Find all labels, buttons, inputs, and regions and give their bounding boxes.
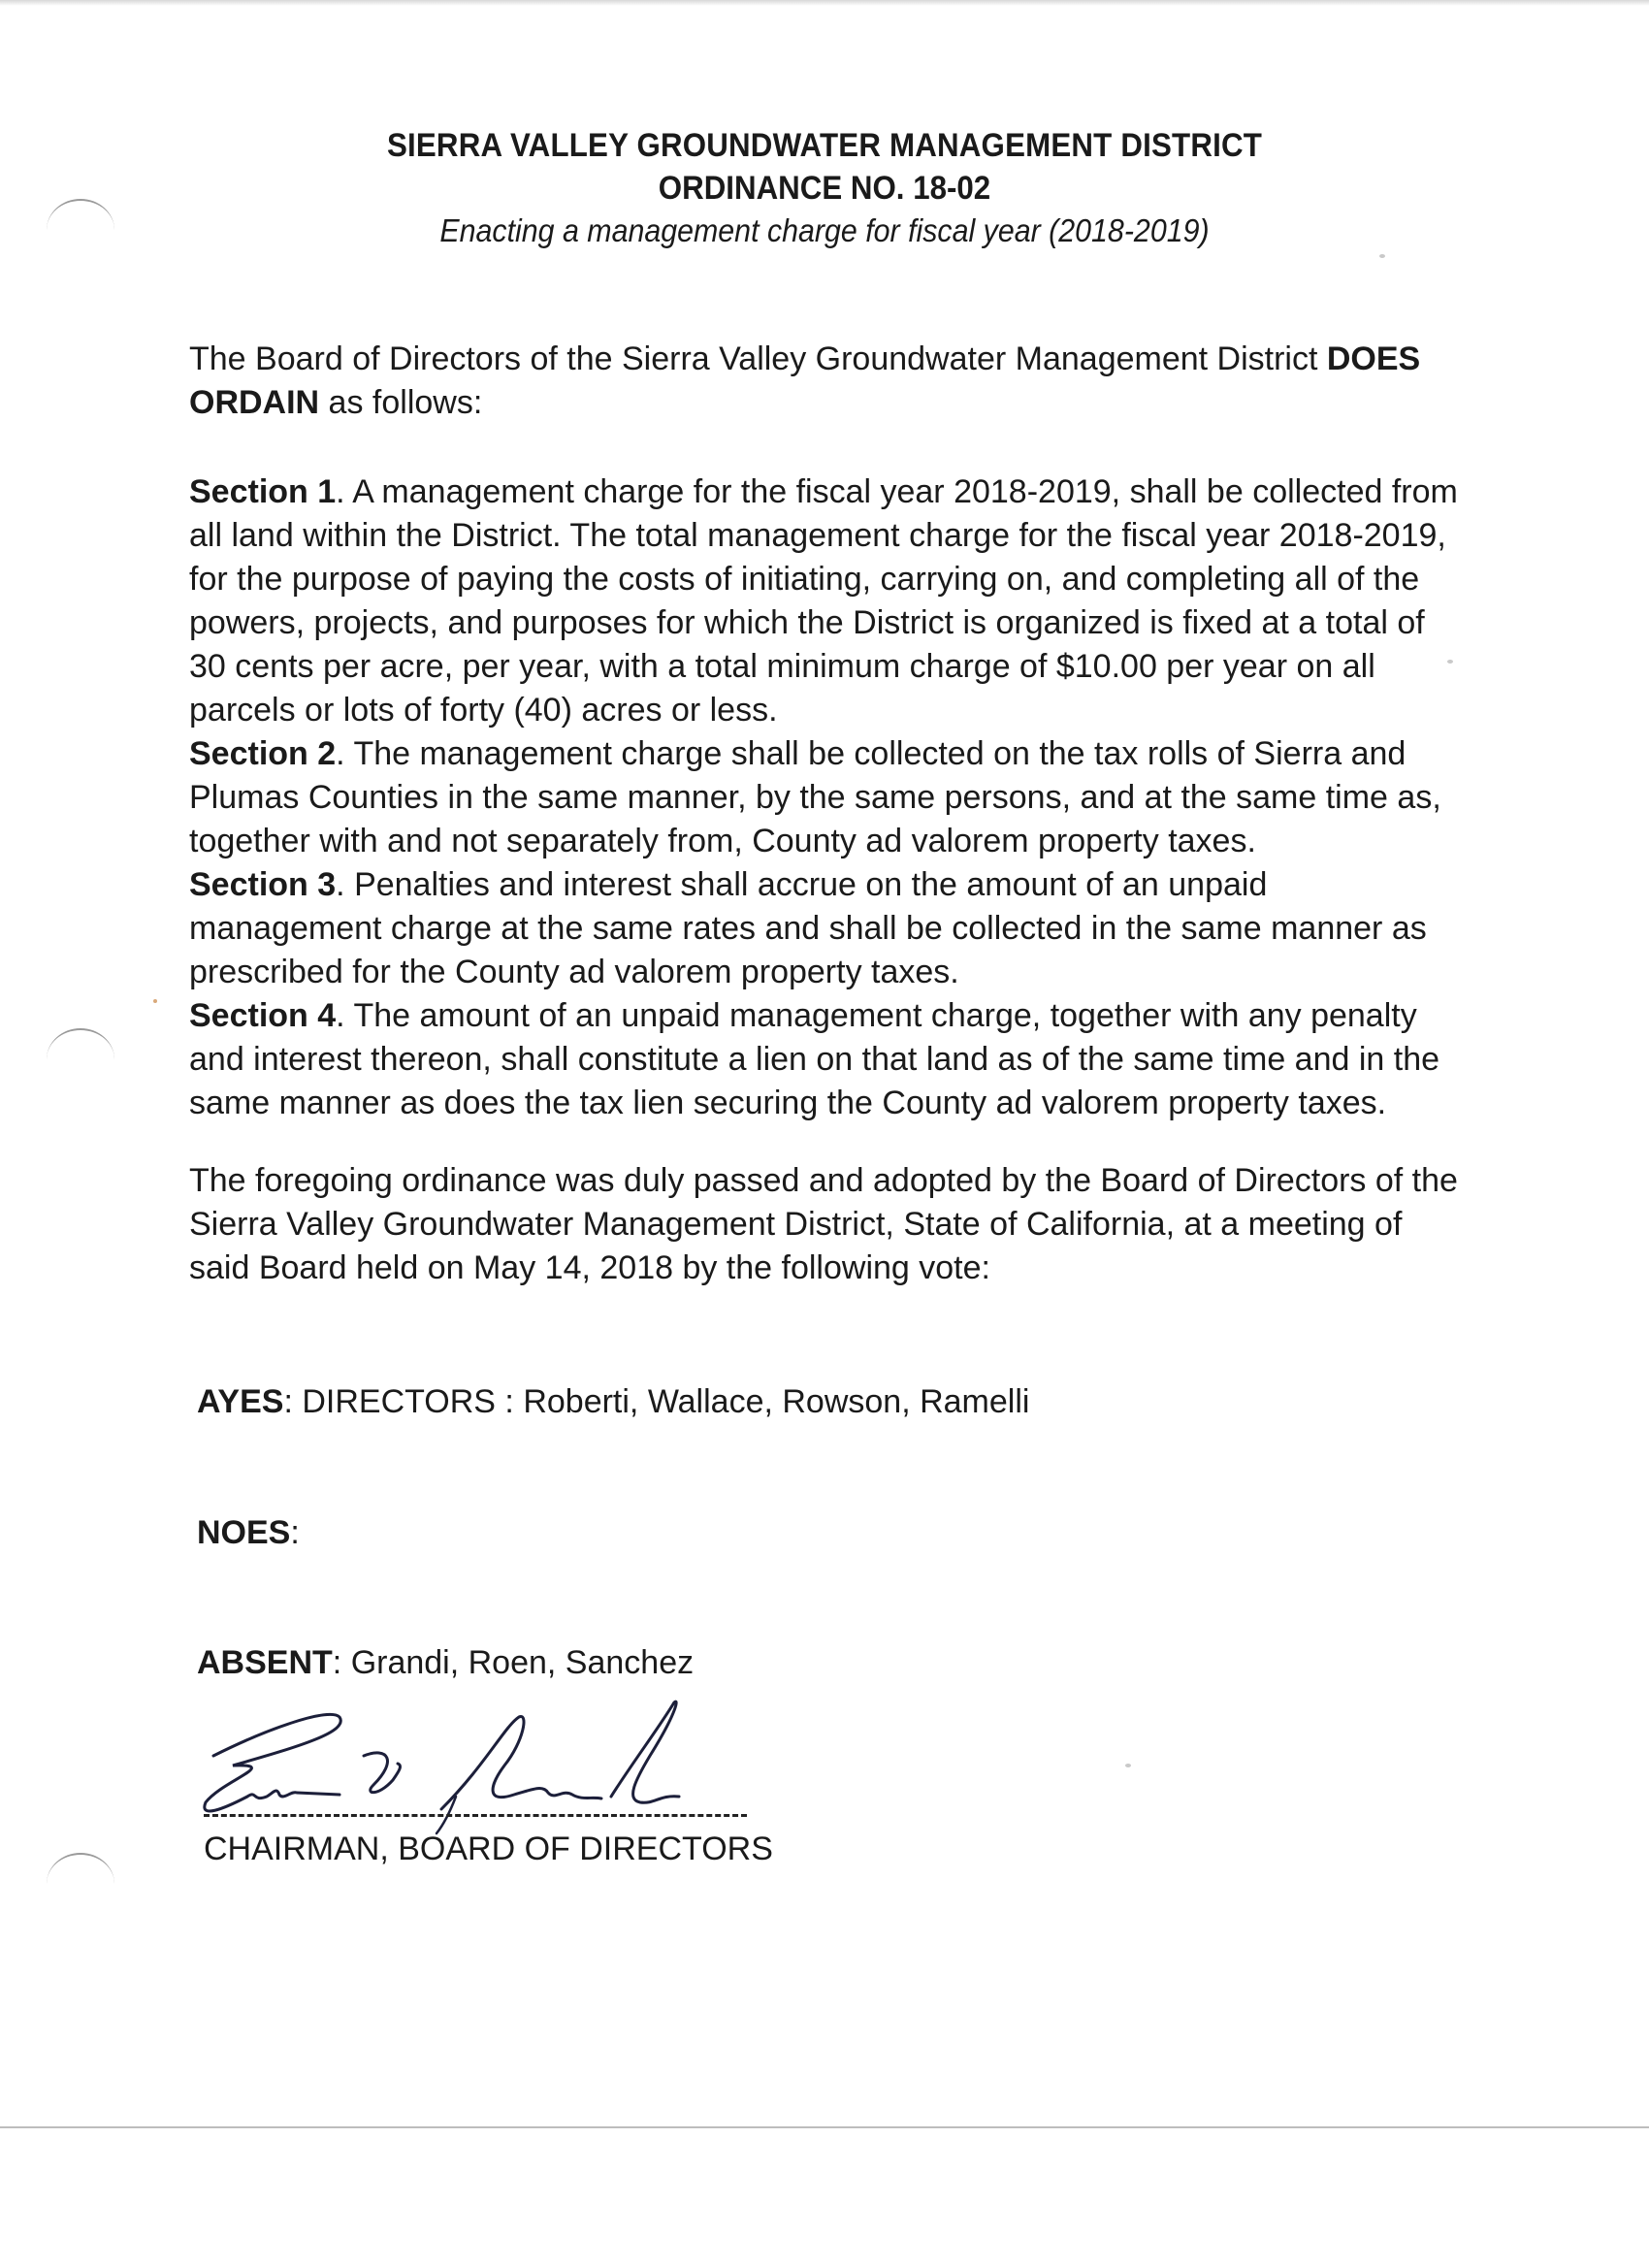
section-3 <box>189 863 1460 994</box>
scan-speck <box>1125 1764 1131 1767</box>
ordinance-number: ORDINANCE NO. 18-02 <box>658 170 991 207</box>
ayes-line <box>197 1380 1029 1423</box>
section-label: Section 1 <box>189 473 337 510</box>
foregoing-paragraph: The foregoing ordinance was duly passed and adopted by the Board of Directors of the Sierra Valley Groundwater Management District, State of California, at a meeting of said Board held on May 14, 2018 by the following vote: <box>189 1162 1458 1286</box>
ordinance-sections <box>189 470 1460 1125</box>
scan-speck <box>153 999 157 1003</box>
scan-speck <box>1379 254 1385 258</box>
document-header <box>0 124 1649 252</box>
intro-paragraph <box>189 338 1460 425</box>
ordinance-subtitle: Enacting a management charge for fiscal year (2018-2019) <box>439 212 1210 248</box>
scan-bottom-line <box>0 2126 1649 2128</box>
noes-line <box>197 1511 300 1554</box>
handwritten-signature <box>194 1688 776 1843</box>
section-text: . The management charge shall be collected on the tax rolls of Sierra and Plumas Counties in the same manner, by the same persons, and at the same time as, together with and not separately from, County ad valorem property taxes. <box>189 735 1441 859</box>
intro-tail: as follows: <box>319 384 483 421</box>
punch-hole-mark <box>47 1028 114 1059</box>
section-4 <box>189 994 1460 1125</box>
absent-line <box>197 1641 694 1684</box>
district-title: SIERRA VALLEY GROUNDWATER MANAGEMENT DISTRICT <box>386 127 1263 164</box>
punch-hole-mark <box>47 1853 114 1884</box>
section-text: . Penalties and interest shall accrue on the amount of an unpaid management charge at the same rates and shall be collected in the same manner as prescribed for the County ad valorem property taxes. <box>189 866 1427 990</box>
section-text: . A management charge for the fiscal year 2018-2019, shall be collected from all land within the District. The total management charge for the fiscal year 2018-2019, for the purpose of paying the costs of initiating, carrying on, and completing all of the powers, projects, and purposes for which the District is organized is fixed at a total of 30 cents per acre, per year, with a total minimum charge of $10.00 per year on all parcels or lots of forty (40) acres or less. <box>189 473 1458 729</box>
signature-title: CHAIRMAN, BOARD OF DIRECTORS <box>204 1831 773 1867</box>
section-1 <box>189 470 1460 732</box>
ayes-value: : DIRECTORS : Roberti, Wallace, Rowson, Ramelli <box>283 1383 1030 1420</box>
absent-value: : Grandi, Roen, Sanchez <box>332 1644 695 1681</box>
section-label: Section 4 <box>189 997 337 1034</box>
signature-line <box>204 1814 747 1817</box>
scan-edge <box>0 0 1649 6</box>
section-text: . The amount of an unpaid management charge, together with any penalty and interest thereon, shall constitute a lien on that land as of the same time and in the same manner as does the tax lien securing the County ad valorem property taxes. <box>189 997 1440 1121</box>
absent-label: ABSENT <box>197 1644 333 1681</box>
section-2 <box>189 732 1460 863</box>
section-label: Section 2 <box>189 735 337 772</box>
ayes-label: AYES <box>197 1383 284 1420</box>
noes-value: : <box>290 1514 300 1551</box>
section-label: Section 3 <box>189 866 337 903</box>
noes-label: NOES <box>197 1514 291 1551</box>
intro-bold: DOES ORDAIN <box>189 340 1421 421</box>
intro-text: The Board of Directors of the Sierra Valley Groundwater Management District <box>189 340 1327 377</box>
